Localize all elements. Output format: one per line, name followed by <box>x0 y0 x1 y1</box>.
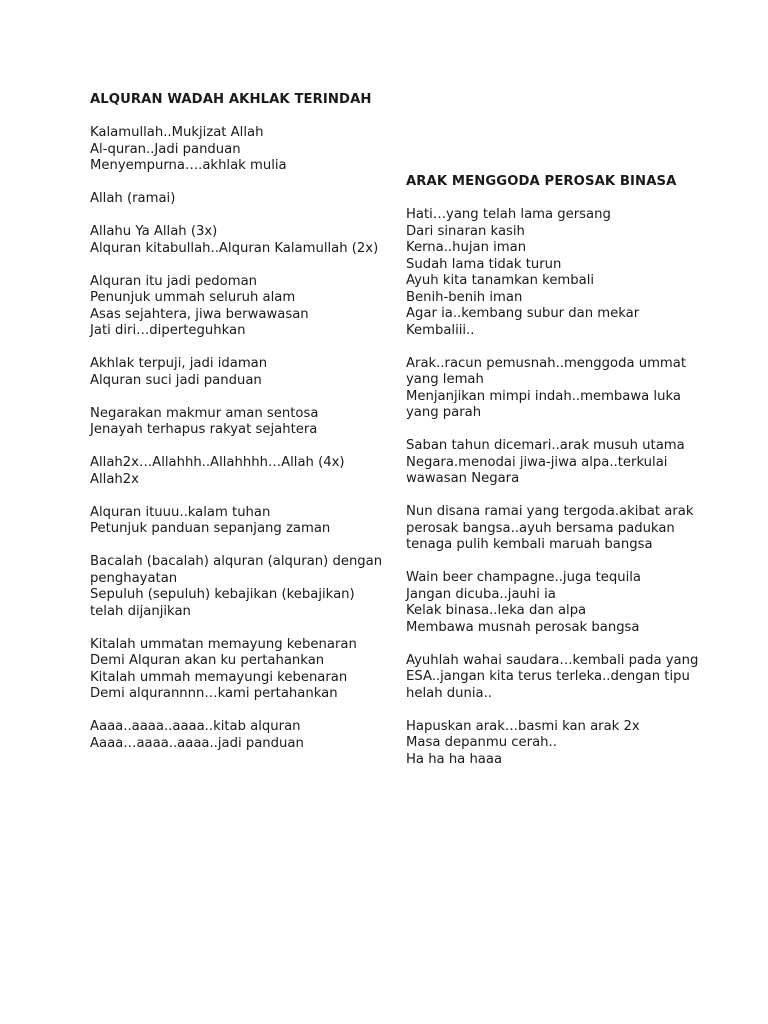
lyric-line: Kalamullah..Mukjizat Allah <box>90 125 264 140</box>
lyric-stanza <box>406 504 706 554</box>
lyric-line: Saban tahun dicemari..arak musuh utama Negara.menodai jiwa-jiwa alpa..terkulai wawasan Negara <box>406 438 685 486</box>
lyric-line: Demi alqurannnn…kami pertahankan <box>90 686 338 701</box>
lyric-line: Dari sinaran kasih <box>406 223 525 239</box>
lyric-stanza <box>406 719 706 769</box>
lyric-stanza <box>90 356 390 389</box>
lyric-line: Ayuhlah wahai saudara…kembali pada yang ESA..jangan kita terus terleka..dengan tipu helah dunia.. <box>406 652 699 701</box>
lyric-line: Alquran itu jadi pedoman <box>90 273 258 289</box>
lyric-stanza <box>90 455 390 488</box>
lyrics-body <box>406 207 706 768</box>
lyric-line: Ha ha ha haaa <box>406 751 503 767</box>
lyric-line: Allahu Ya Allah (3x) <box>90 224 218 239</box>
lyric-line: Allah2x…Allahhh..Allahhhh…Allah (4x) <box>90 455 345 470</box>
lyric-line: Petunjuk panduan sepanjang zaman <box>90 521 331 536</box>
lyric-line: Alquran suci jadi panduan <box>90 372 262 388</box>
lyric-line: Al-quran..Jadi panduan <box>90 141 241 157</box>
lyric-line: Benih-benih iman <box>406 289 523 305</box>
lyric-line: Sudah lama tidak turun <box>406 256 562 272</box>
song-title: ALQURAN WADAH AKHLAK TERINDAH <box>90 92 372 107</box>
lyric-line: Asas sejahtera, jiwa berwawasan <box>90 306 309 322</box>
lyric-line: Nun disana ramai yang tergoda.akibat arak perosak bangsa..ayuh bersama padukan tenaga pulih kembali maruah bangsa <box>406 504 694 552</box>
lyric-line: Penunjuk ummah seluruh alam <box>90 290 296 305</box>
lyric-line: Allah2x <box>90 471 139 487</box>
lyric-line: Ayuh kita tanamkan kembali <box>406 273 595 288</box>
lyric-line: Demi Alquran akan ku pertahankan <box>90 653 325 668</box>
song-right-column <box>406 174 706 785</box>
lyric-line: Allah (ramai) <box>90 191 176 206</box>
lyric-stanza <box>406 653 706 703</box>
lyric-line: Hapuskan arak…basmi kan arak 2x <box>406 718 640 734</box>
lyric-line: Menyempurna….akhlak mulia <box>90 158 287 173</box>
lyric-stanza <box>90 125 390 175</box>
lyric-line: Kitalah ummah memayungi kebenaran <box>90 669 348 685</box>
lyric-stanza <box>90 274 390 340</box>
song-title: ARAK MENGGODA PEROSAK BINASA <box>406 174 677 189</box>
lyric-line: Aaaa…aaaa..aaaa..jadi panduan <box>90 735 304 751</box>
song-left-column <box>90 92 390 769</box>
lyric-stanza <box>406 438 706 488</box>
lyric-line: Aaaa..aaaa..aaaa..kitab alquran <box>90 719 301 734</box>
lyric-line: Bacalah (bacalah) alquran (alquran) dengan penghayatan <box>90 554 383 586</box>
lyric-stanza <box>90 191 390 208</box>
lyric-line: Membawa musnah perosak bangsa <box>406 619 640 635</box>
lyric-line: Negarakan makmur aman sentosa <box>90 405 319 421</box>
lyric-line: Alquran kitabullah..Alquran Kalamullah (2x) <box>90 240 379 256</box>
lyric-line: Jenayah terhapus rakyat sejahtera <box>90 422 318 437</box>
lyric-line: Kerna..hujan iman <box>406 240 527 255</box>
lyric-stanza <box>90 505 390 538</box>
lyric-line: Akhlak terpuji, jadi idaman <box>90 356 268 371</box>
lyric-stanza <box>406 356 706 422</box>
lyric-stanza <box>90 637 390 703</box>
lyric-stanza <box>406 570 706 636</box>
lyric-line: Masa depanmu cerah.. <box>406 735 557 750</box>
lyric-line: Jangan dicuba..jauhi ia <box>406 586 556 602</box>
lyric-line: Kelak binasa..leka dan alpa <box>406 603 587 618</box>
lyric-line: Arak..racun pemusnah..menggoda ummat yang lemah <box>406 355 687 387</box>
lyric-line: Menjanjikan mimpi indah..membawa luka yang parah <box>406 388 681 420</box>
lyrics-body <box>90 125 390 752</box>
lyric-stanza <box>90 554 390 620</box>
lyric-stanza <box>90 224 390 257</box>
lyric-line: Sepuluh (sepuluh) kebajikan (kebajikan) telah dijanjikan <box>90 587 355 619</box>
lyric-line: Hati…yang telah lama gersang <box>406 207 611 222</box>
lyric-stanza <box>406 207 706 339</box>
lyric-line: Kembaliii.. <box>406 322 475 338</box>
lyric-line: Wain beer champagne..juga tequila <box>406 570 642 585</box>
lyric-stanza <box>90 406 390 439</box>
lyric-line: Kitalah ummatan memayung kebenaran <box>90 636 357 652</box>
lyric-line: Alquran ituuu..kalam tuhan <box>90 504 271 520</box>
lyric-line: Jati diri…diperteguhkan <box>90 323 246 338</box>
lyric-stanza <box>90 719 390 752</box>
lyric-line: Agar ia..kembang subur dan mekar <box>406 306 640 321</box>
